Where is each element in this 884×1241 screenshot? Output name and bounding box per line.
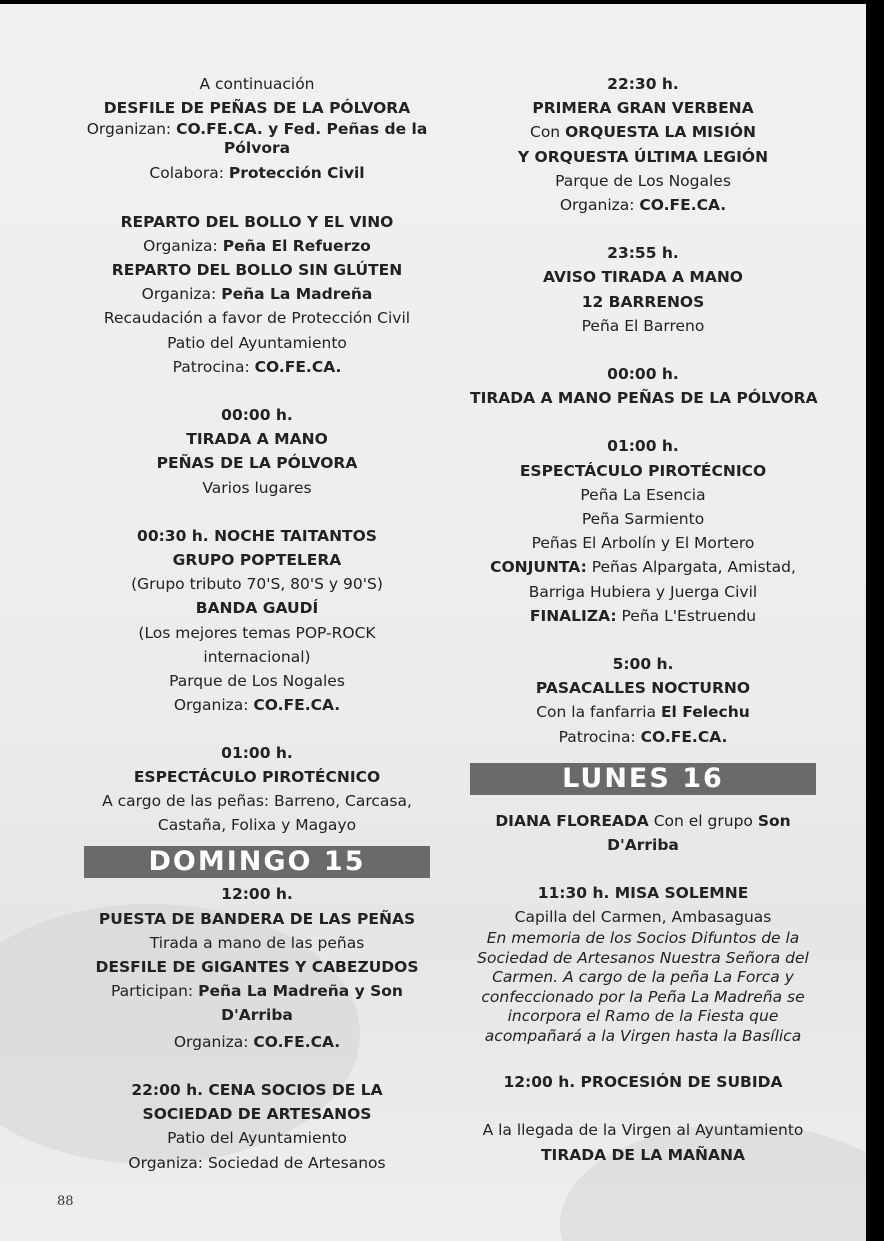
event-sponsor: Patrocina: CO.FE.CA. [558,727,728,746]
event-time: 5:00 h. [612,655,674,674]
event-participants: Participan: Peña La Madreña y Son D'Arriba [111,982,403,1025]
event-location: Patio del Ayuntamiento [167,333,347,352]
event-title: 12 BARRENOS [581,292,705,311]
event-title: 00:30 h. NOCHE TAITANTOS [137,526,377,545]
event-organizer: Organizan: CO.FE.CA. y Fed. Peñas de la Pólvora [86,120,428,158]
event-organizer: Organiza: CO.FE.CA. [173,1033,341,1052]
event-collaborator: Colabora: Protección Civil [149,164,365,183]
event-tirada-manana [470,1118,816,1166]
program-page [0,4,866,1241]
event-organizer: Organiza: Peña La Madreña [141,285,373,304]
event-time: 22:30 h. [607,75,679,93]
event-participant: Peñas El Arbolín y El Mortero [531,534,755,553]
event-title: DESFILE DE PEÑAS DE LA PÓLVORA [103,99,411,118]
event-band: Con la fanfarria El Felechu [536,703,750,722]
event-time: 00:00 h. [607,365,679,384]
event-title: AVISO TIRADA A MANO [543,268,743,287]
event-organizer: Organiza: Peña El Refuerzo [143,236,371,255]
event-location: Patio del Ayuntamiento [167,1129,347,1148]
event-title: TIRADA A MANO PEÑAS DE LA PÓLVORA [470,389,818,408]
event-title: REPARTO DEL BOLLO Y EL VINO [120,212,394,231]
event-conjunta: CONJUNTA: Peñas Alpargata, Amistad, [490,558,796,577]
event-title: TIRADA DE LA MAÑANA [540,1145,745,1164]
event-title: ESPECTÁCULO PIROTÉCNICO [519,461,767,480]
event-note: A cargo de las peñas: Barreno, Carcasa, Castaña, Folixa y Magayo [102,792,412,835]
event-puesta-bandera [84,882,430,1054]
event-band: Y ORQUESTA ÚLTIMA LEGIÓN [517,147,769,166]
event-noche-taitantos [84,524,430,717]
event-title: 12:00 h. PROCESIÓN DE SUBIDA [503,1073,783,1092]
event-primera-verbena [470,72,816,217]
event-procesion-subida [470,1070,816,1094]
event-organizer: Peña El Barreno [581,316,705,335]
event-note: (Grupo tributo 70'S, 80'S y 90'S) [131,575,383,594]
event-desfile-polvora [84,72,430,186]
event-time: 01:00 h. [607,437,679,456]
event-intro: A continuación [199,75,315,93]
event-band: GRUPO POPTELERA [172,551,342,570]
event-location: Varios lugares [202,478,312,497]
event-pasacalles [470,652,816,749]
event-location: Capilla del Carmen, Ambasaguas [514,908,772,927]
event-espectaculo-pirotecnico-2 [470,434,816,628]
event-time: 00:00 h. [221,406,293,425]
event-misa-solemne [470,881,816,1046]
event-band: Con ORQUESTA LA MISIÓN [530,123,756,142]
event-cena-socios [84,1078,430,1174]
event-time: 23:55 h. [607,244,679,263]
event-tirada-mano [84,403,430,500]
event-aviso-tirada [470,241,816,338]
event-organizer: Organiza: CO.FE.CA. [559,196,727,215]
right-column [470,72,816,1167]
event-time: 01:00 h. [221,744,293,763]
event-title: REPARTO DEL BOLLO SIN GLÚTEN [111,261,403,280]
event-reparto-bollo [84,210,430,379]
left-column [84,72,430,1175]
event-band: BANDA GAUDÍ [195,599,319,618]
event-title: PRIMERA GRAN VERBENA [532,99,754,118]
event-location: Parque de Los Nogales [555,171,731,190]
day-banner-domingo: DOMINGO 15 [84,846,430,878]
event-location: Parque de Los Nogales [169,671,345,690]
event-tirada-mano-polvora [470,362,816,410]
event-note: Tirada a mano de las peñas [149,933,365,952]
event-title: DESFILE DE GIGANTES Y CABEZUDOS [95,958,419,977]
event-title: 22:00 h. CENA SOCIOS DE LA SOCIEDAD DE ARTESANOS [131,1081,383,1124]
page-number: 88 [57,1194,74,1209]
event-title: ESPECTÁCULO PIROTÉCNICO [133,768,381,787]
event-time: 12:00 h. [221,885,293,904]
event-sponsor: Patrocina: CO.FE.CA. [172,357,342,376]
event-conjunta-cont: Barriga Hubiera y Juerga Civil [528,582,758,601]
event-organizer: Organiza: Sociedad de Artesanos [128,1153,386,1172]
event-title: PEÑAS DE LA PÓLVORA [156,454,358,473]
event-title: TIRADA A MANO [186,430,328,449]
day-banner-lunes: LUNES 16 [470,763,816,795]
event-note: (Los mejores temas POP-ROCK internacional) [138,623,376,666]
event-title: 11:30 h. MISA SOLEMNE [537,883,749,902]
event-participant: Peña Sarmiento [581,510,705,529]
event-dedication: En memoria de los Socios Difuntos de la Sociedad de Artesanos Nuestra Señora del Carmen. A cargo de la peña La Forca y confeccionado por la Peña La Madreña se incorpora el Ramo de la Fiesta que acompañará a la Virgen hasta la Basílica [477,929,809,1045]
event-note: A la llegada de la Virgen al Ayuntamiento [482,1121,804,1140]
event-organizer: Organiza: CO.FE.CA. [173,695,341,714]
event-espectaculo-pirotecnico [84,741,430,840]
event-title: PUESTA DE BANDERA DE LAS PEÑAS [98,909,416,928]
event-title: DIANA FLOREADA Con el grupo Son D'Arriba [495,811,791,854]
event-note: Recaudación a favor de Protección Civil [103,309,411,328]
event-finaliza: FINALIZA: Peña L'Estruendu [529,606,757,625]
event-title: PASACALLES NOCTURNO [535,679,751,698]
event-participant: Peña La Esencia [580,485,706,504]
event-diana-floreada [470,809,816,857]
